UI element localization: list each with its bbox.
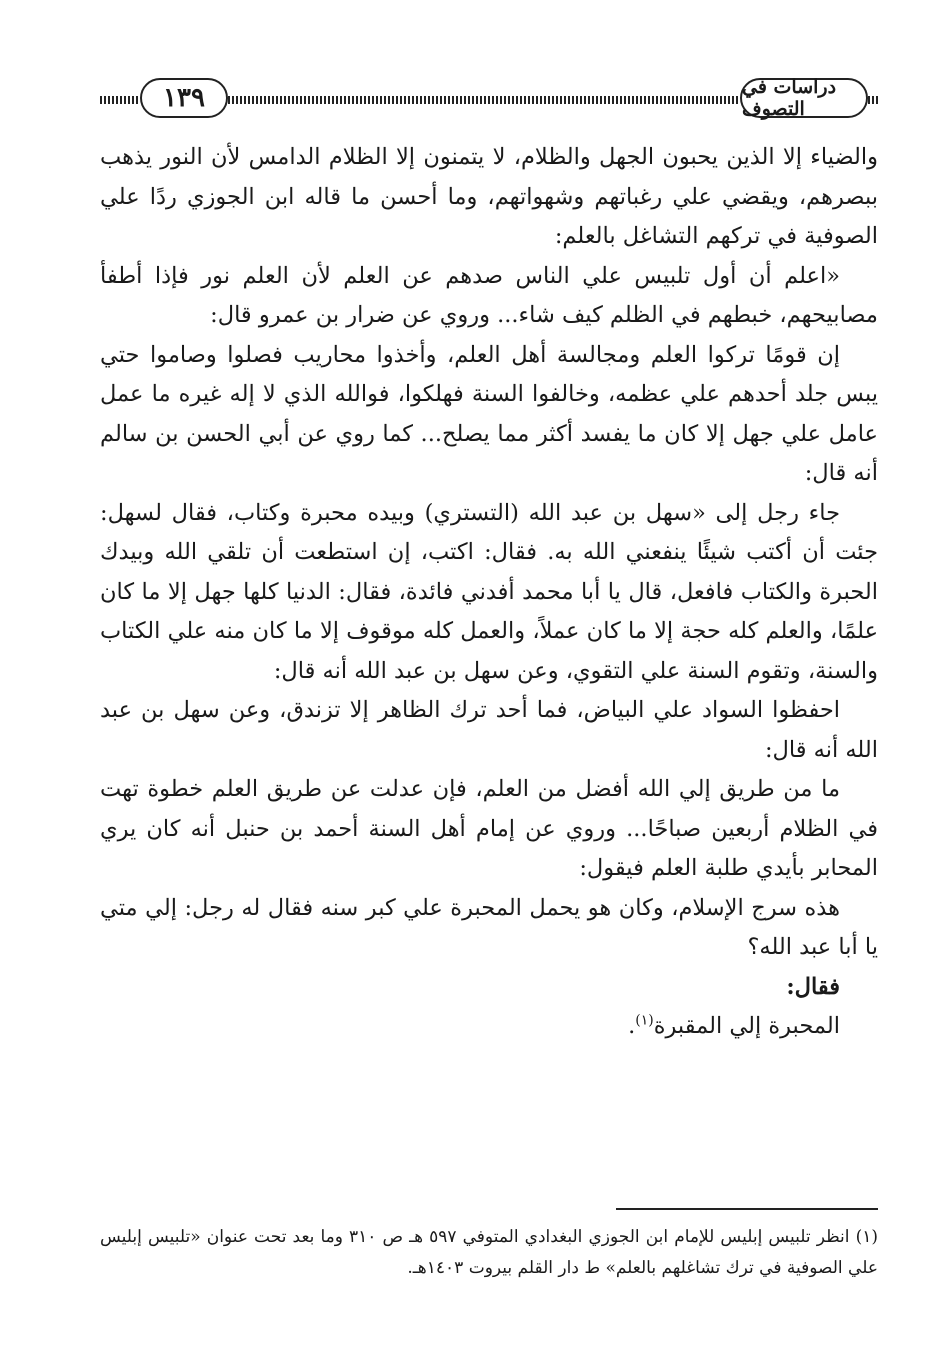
paragraph: «اعلم أن أول تلبيس علي الناس صدهم عن العلم لأن العلم نور فإذا أطفأ مصابيحهم، خبطهم في الظلم كيف شاء... وروي عن ضرار بن عمرو قال: [100,262,878,328]
final-period: . [628,1013,636,1039]
page-header [100,72,878,128]
footnote-reference[interactable]: (١) [635,1012,654,1029]
running-title: دراسات في التصوف [740,78,868,118]
paragraph: ما من طريق إلي الله أفضل من العلم، فإن عدلت عن طريق العلم خطوة تهت في الظلام أربعين صباحًا... وروي عن إمام أهل السنة أحمد بن حنبل أنه كان يري المحابر بأيدي طلبة العلم فيقول: [100,776,878,881]
paragraph: إن قومًا تركوا العلم ومجالسة أهل العلم، وأخذوا محاريب فصلوا وصاموا حتي يبس جلد أحدهم علي عظمه، وخالفوا السنة فهلكوا، فوالله الذي لا إله غيره ما عمل عامل علي جهل إلا كان ما يفسد أكثر مما يصلح... كما روي عن أبي الحسن بن سالم أنه قال: [100,341,878,486]
footnote-separator [616,1208,878,1210]
final-quote: المحبرة إلي المقبرة [653,1013,840,1039]
footnote: (١) انظر تلبيس إبليس للإمام ابن الجوزي البغدادي المتوفي ٥٩٧ هـ ص ٣١٠ وما بعد تحت عنوان «تلبيس إبليس علي الصوفية في ترك تشاغلهم بالعلم» ط دار القلم بيروت ١٤٠٣هـ. [100,1227,878,1278]
paragraph: والضياء إلا الذين يحبون الجهل والظلام، لا يتمنون إلا الظلام الدامس لأن النور يذهب ببصرهم، ويقضي علي رغباتهم وشهواتهم، وما أحسن ما قاله ابن الجوزي ردًا علي الصوفية في تركهم التشاغل بالعلم: [100,144,878,249]
body-text [100,138,878,1047]
paragraph: احفظوا السواد علي البياض، فما أحد ترك الظاهر إلا تزندق، وعن سهل بن عبد الله أنه قال: [100,697,878,763]
header-rule-left [100,96,140,104]
header-rule-middle [228,96,740,104]
paragraph-final [100,1007,878,1047]
paragraph-said: فقال: [786,973,840,1000]
paragraph: جاء رجل إلى «سهل بن عبد الله (التستري) وبيده محبرة وكتاب، فقال لسهل: جئت أن أكتب شيئًا ينفعني الله به. فقال: اكتب، إن استطعت أن تلقي الله وبيدك الحبرة والكتاب فافعل، قال يا أبا محمد أفدني فائدة، فقال: الدنيا كلها جهل إلا ما كان علمًا، والعلم كله حجة إلا ما كان عملاً، والعمل كله موقوف إلا ما كان منه علي الكتاب والسنة، وتقوم السنة علي التقوي، وعن سهل بن عبد الله أنه قال: [100,499,878,684]
header-rule-right [868,96,878,104]
page-number: ١٣٩ [140,78,228,118]
paragraph: هذه سرج الإسلام، وكان هو يحمل المحبرة علي كبر سنه فقال له رجل: إلي متي يا أبا عبد الله؟ [100,894,878,960]
